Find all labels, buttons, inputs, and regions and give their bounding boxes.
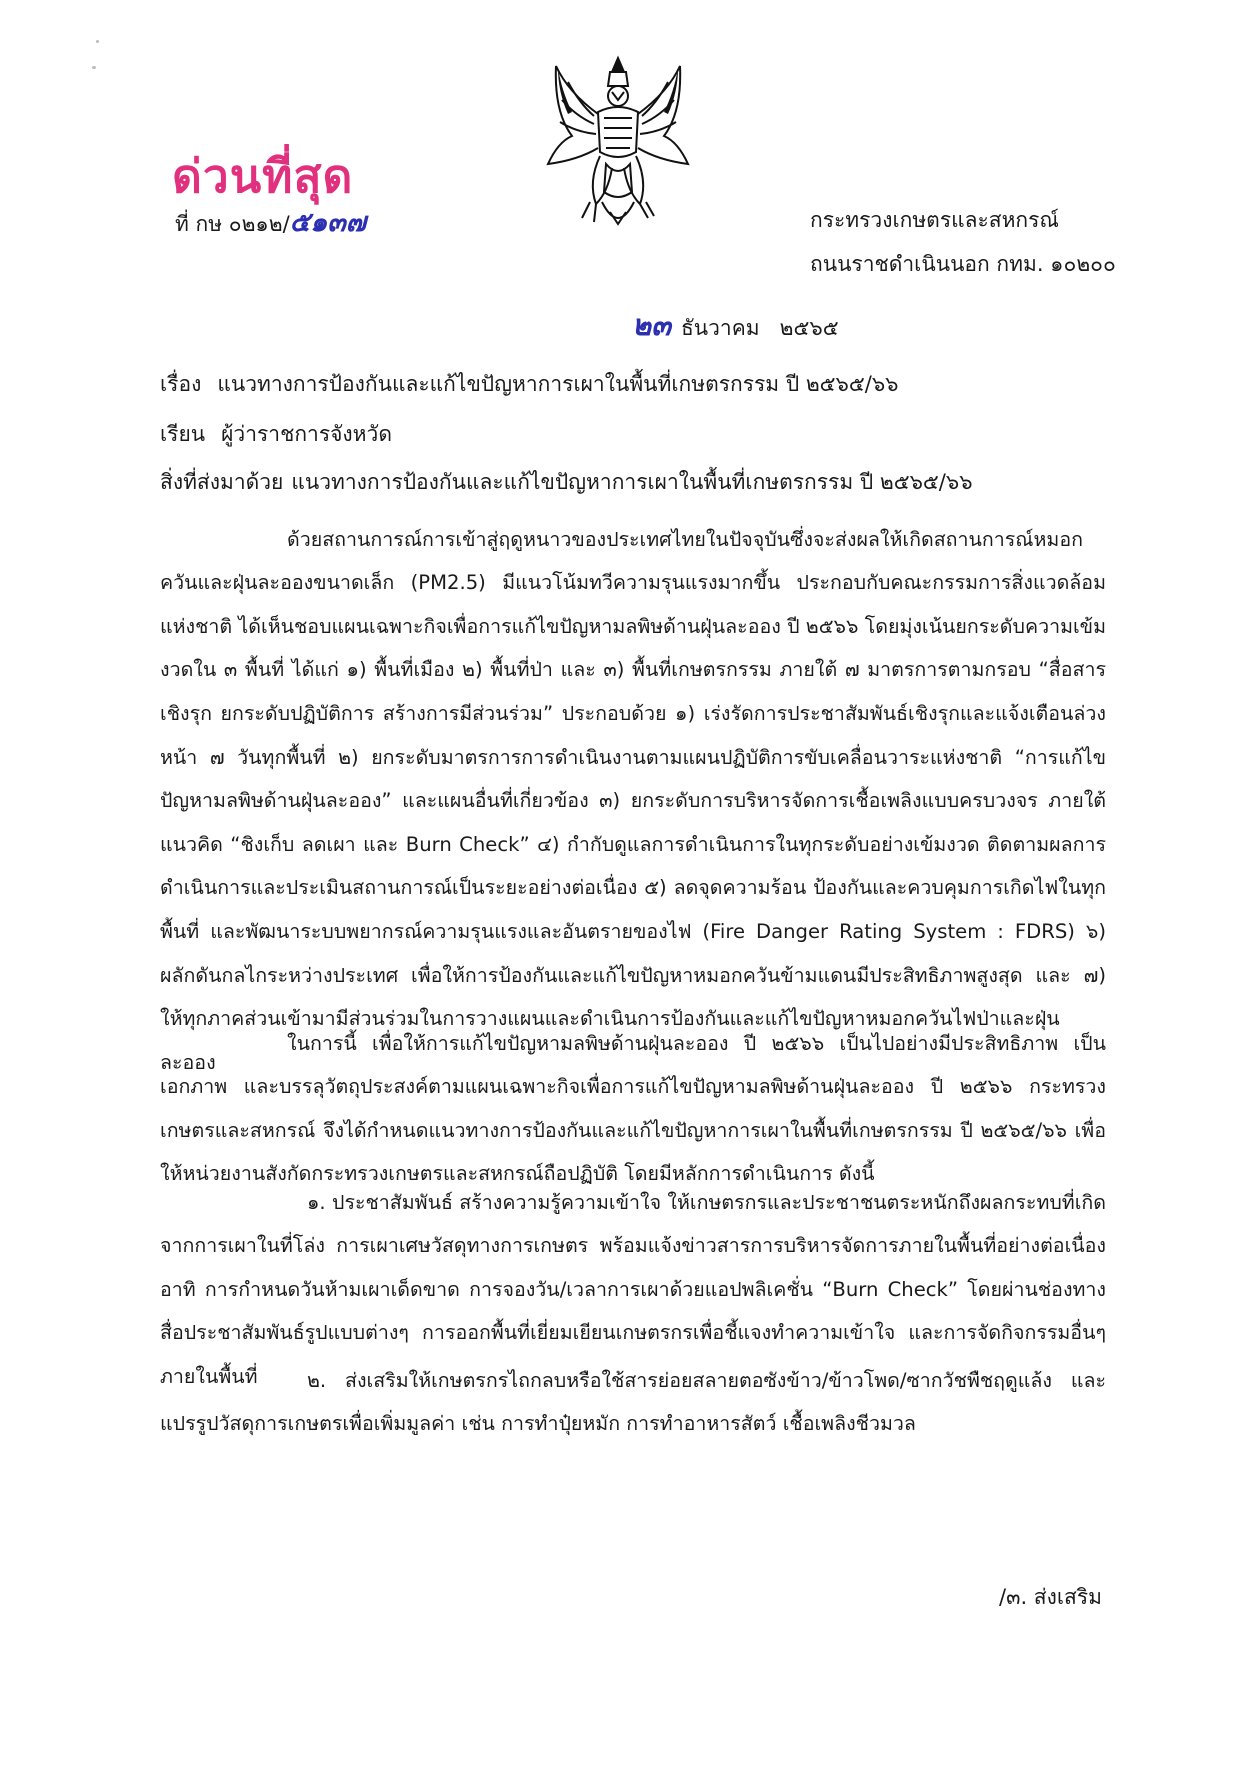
- ministry-name: กระทรวงเกษตรและสหกรณ์: [810, 208, 1059, 232]
- recipient-label: เรียน: [160, 422, 206, 446]
- ministry-address: ถนนราชดำเนินนอก กทม. ๑๐๒๐๐: [810, 252, 1116, 276]
- enclosure-line: [160, 466, 973, 499]
- scan-speck: [92, 66, 96, 69]
- subject-line: [160, 368, 899, 401]
- recipient-line: [160, 418, 392, 451]
- document-number: [175, 200, 366, 243]
- ministry-address-block: [810, 198, 1116, 286]
- document-number-handwritten: ๕๑๓๗: [289, 207, 367, 238]
- date-day-handwritten: ๒๓: [632, 308, 671, 342]
- body-paragraph-2: ในการนี้ เพื่อให้การแก้ไขปัญหามลพิษด้านฝุ่นละออง ปี ๒๕๖๖ เป็นไปอย่างมีประสิทธิภาพ เป็นเอกภาพ และบรรลุวัตถุประสงค์ตามแผนเฉพาะกิจเพื่อการแก้ไขปัญหามลพิษด้านฝุ่นละออง ปี ๒๕๖๖ กระทรวงเกษตรและสหกรณ์ จึงได้กำหนดแนวทางการป้องกันและแก้ไขปัญหาการเผาในพื้นที่เกษตรกรรม ปี ๒๕๖๕/๖๖ เพื่อให้หน่วยงานสังกัดกระทรวงเกษตรและสหกรณ์ถือปฏิบัติ โดยมีหลักการดำเนินการ ดังนี้: [160, 1031, 1106, 1186]
- recipient-text: ผู้ว่าราชการจังหวัด: [221, 422, 392, 446]
- garuda-emblem-icon: [528, 52, 708, 242]
- date-month-year: ธันวาคม ๒๕๖๕: [680, 316, 839, 340]
- body-item-2: ๒. ส่งเสริมให้เกษตรกรไถกลบหรือใช้สารย่อยสลายตอซังข้าว/ข้าวโพด/ซากวัชพืชฤดูแล้ง และแปรรูปวัสดุการเกษตรเพื่อเพิ่มมูลค่า เช่น การทำปุ๋ยหมัก การทำอาหารสัตว์ เชื้อเพลิงชีวมวล: [160, 1368, 1106, 1436]
- enclosure-text: แนวทางการป้องกันและแก้ไขปัญหาการเผาในพื้นที่เกษตรกรรม ปี ๒๕๖๕/๖๖: [291, 470, 973, 494]
- continuation-marker: /๓. ส่งเสริม: [999, 1585, 1102, 1609]
- subject-label: เรื่อง: [160, 372, 202, 396]
- urgency-stamp: ด่วนที่สุด: [172, 149, 354, 203]
- body-item-1: ๑. ประชาสัมพันธ์ สร้างความรู้ความเข้าใจ ให้เกษตรกรและประชาชนตระหนักถึงผลกระทบที่เกิดจากการเผาในที่โล่ง การเผาเศษวัสดุทางการเกษตร พร้อมแจ้งข่าวสารการบริหารจัดการภายในพื้นที่อย่างต่อเนื่อง อาทิ การกำหนดวันห้ามเผาเด็ดขาด การจองวัน/เวลาการเผาด้วยแอปพลิเคชั่น “Burn Check” โดยผ่านช่องทางสื่อประชาสัมพันธ์รูปแบบต่างๆ การออกพื้นที่เยี่ยมเยียนเกษตรกรเพื่อชี้แจงทำความเข้าใจ และการจัดกิจกรรมอื่นๆ ภายในพื้นที่: [160, 1190, 1106, 1388]
- body-paragraph-1: ด้วยสถานการณ์การเข้าสู่ฤดูหนาวของประเทศไทยในปัจจุบันซึ่งจะส่งผลให้เกิดสถานการณ์หมอกควันและฝุ่นละอองขนาดเล็ก (PM2.5) มีแนวโน้มทวีความรุนแรงมากขึ้น ประกอบกับคณะกรรมการสิ่งแวดล้อมแห่งชาติ ได้เห็นชอบแผนเฉพาะกิจเพื่อการแก้ไขปัญหามลพิษด้านฝุ่นละออง ปี ๒๕๖๖ โดยมุ่งเน้นยกระดับความเข้มงวดใน ๓ พื้นที่ ได้แก่ ๑) พื้นที่เมือง ๒) พื้นที่ป่า และ ๓) พื้นที่เกษตรกรรม ภายใต้ ๗ มาตรการตามกรอบ “สื่อสารเชิงรุก ยกระดับปฏิบัติการ สร้างการมีส่วนร่วม” ประกอบด้วย ๑) เร่งรัดการประชาสัมพันธ์เชิงรุกและแจ้งเตือนล่วงหน้า ๗ วันทุกพื้นที่ ๒) ยกระดับมาตรการการดำเนินงานตามแผนปฏิบัติการขับเคลื่อนวาระแห่งชาติ “การแก้ไขปัญหามลพิษด้านฝุ่นละออง” และแผนอื่นที่เกี่ยวข้อง ๓) ยกระดับการบริหารจัดการเชื้อเพลิงแบบครบวงจร ภายใต้แนวคิด “ชิงเก็บ ลดเผา และ Burn Check” ๔) กำกับดูแลการดำเนินการในทุกระดับอย่างเข้มงวด ติดตามผลการดำเนินการและประเมินสถานการณ์เป็นระยะอย่างต่อเนื่อง ๕) ลดจุดความร้อน ป้องกันและควบคุมการเกิดไฟในทุกพื้นที่ และพัฒนาระบบพยากรณ์ความรุนแรงและอันตรายของไฟ (Fire Danger Rating System : FDRS) ๖) ผลักดันกลไกระหว่างประเทศ เพื่อให้การป้องกันและแก้ไขปัญหาหมอกควันข้ามแดนมีประสิทธิภาพสูงสุด และ ๗) ให้ทุกภาคส่วนเข้ามามีส่วนร่วมในการวางแผนและดำเนินการป้องกันและแก้ไขปัญหาหมอกควันไฟป่าและฝุ่นละออง: [160, 527, 1106, 1074]
- document-number-prefix: ที่ กษ ๐๒๑๒/: [175, 212, 290, 236]
- enclosure-label: สิ่งที่ส่งมาด้วย: [160, 470, 284, 494]
- subject-text: แนวทางการป้องกันและแก้ไขปัญหาการเผาในพื้นที่เกษตรกรรม ปี ๒๕๖๕/๖๖: [217, 372, 899, 396]
- scan-speck: [96, 40, 99, 43]
- letter-date: [632, 302, 839, 348]
